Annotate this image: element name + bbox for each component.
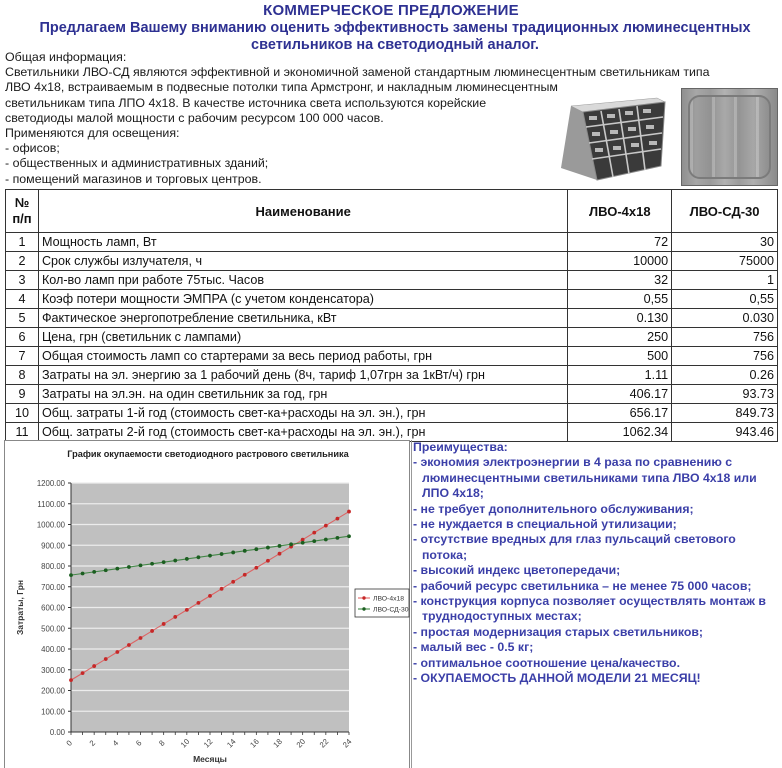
x-tick-label: 10 (178, 736, 192, 750)
data-point (301, 541, 305, 545)
y-tick-label: 100.00 (41, 707, 65, 717)
row-value-lvo-sd-30: 1 (672, 271, 778, 290)
row-number: 7 (6, 347, 39, 366)
row-value-lvo-4x18: 1.11 (568, 366, 672, 385)
data-point (173, 559, 177, 563)
data-point (231, 551, 235, 555)
row-name: Фактическое энергопотребление светильника, кВт (38, 309, 567, 328)
data-point (150, 629, 154, 633)
data-point (197, 601, 201, 605)
row-number: 5 (6, 309, 39, 328)
row-value-lvo-sd-30: 30 (672, 233, 778, 252)
advantage-item: - оптимальное соотношение цена/качество. (413, 655, 680, 670)
legend-label: ЛВО-СД-30 (373, 606, 409, 614)
table-header-row (6, 190, 778, 233)
row-number: 9 (6, 385, 39, 404)
row-name: Общ. затраты 1-й год (стоимость свет-ка+расходы на эл. эн.), грн (38, 404, 567, 423)
y-tick-label: 600.00 (41, 603, 65, 613)
row-name: Затраты на эл. энергию за 1 рабочий день (8ч, тариф 1,07грн за 1кВт/ч) грн (38, 366, 567, 385)
subtitle-line-2: светильников на светодиодный аналог. (251, 37, 539, 53)
data-point (220, 552, 224, 556)
general-info (5, 50, 710, 187)
data-point (208, 554, 212, 558)
table-row (6, 233, 778, 252)
y-tick-label: 200.00 (41, 686, 65, 696)
table-row (6, 271, 778, 290)
y-tick-label: 1000.00 (36, 520, 65, 530)
y-tick-label: 400.00 (41, 645, 65, 654)
row-value-lvo-4x18: 0.130 (568, 309, 672, 328)
data-point (324, 524, 328, 528)
row-value-lvo-4x18: 406.17 (568, 385, 672, 404)
header-lvo-4x18: ЛВО-4х18 (568, 190, 672, 233)
x-tick-label: 24 (340, 736, 354, 750)
advantages-list (413, 440, 782, 687)
data-point (347, 510, 351, 514)
info-line: ЛВО 4х18, встраиваемым в подвесные потолки типа Армстронг, и накладным люминесцентным (5, 80, 558, 95)
data-point (312, 539, 316, 543)
data-point (115, 650, 119, 654)
row-value-lvo-sd-30: 943.46 (672, 423, 778, 442)
row-name: Кол-во ламп при работе 75тыс. Часов (38, 271, 567, 290)
header-lvo-sd-30: ЛВО-СД-30 (672, 190, 778, 233)
advantage-item: - не нуждается в специальной утилизации; (413, 517, 677, 532)
usage-item: - общественных и административных зданий; (5, 156, 269, 171)
data-point (243, 573, 247, 577)
table-row (6, 290, 778, 309)
data-point (127, 565, 131, 569)
data-point (208, 594, 212, 598)
data-point (347, 534, 351, 538)
advantage-item: - рабочий ресурс светильника – не менее 75 000 часов; (413, 578, 752, 593)
row-value-lvo-sd-30: 0,55 (672, 290, 778, 309)
row-name: Общ. затраты 2-й год (стоимость свет-ка+расходы на эл. эн.), грн (38, 423, 567, 442)
data-point (266, 559, 270, 563)
document-title: КОММЕРЧЕСКОЕ ПРЕДЛОЖЕНИЕ (263, 2, 519, 19)
table-row (6, 423, 778, 442)
chart-title: График окупаемости светодиодного растрового светильника (67, 449, 349, 459)
data-point (336, 536, 340, 540)
x-tick-label: 12 (201, 736, 215, 750)
chart-canvas (5, 441, 411, 768)
advantage-item: - малый вес - 0.5 кг; (413, 640, 534, 655)
row-value-lvo-sd-30: 756 (672, 347, 778, 366)
x-tick-label: 22 (317, 736, 331, 750)
row-number: 1 (6, 233, 39, 252)
comparison-table (5, 189, 778, 442)
document-subtitle (20, 20, 770, 54)
x-tick-label: 8 (157, 738, 167, 748)
y-tick-label: 1200.00 (36, 479, 65, 488)
row-number: 11 (6, 423, 39, 442)
data-point (139, 564, 143, 568)
row-value-lvo-4x18: 656.17 (568, 404, 672, 423)
info-heading: Общая информация: (5, 50, 127, 64)
payback-chart (4, 440, 410, 768)
row-value-lvo-4x18: 32 (568, 271, 672, 290)
data-point (231, 580, 235, 584)
row-name: Срок службы излучателя, ч (38, 252, 567, 271)
x-tick-label: 14 (225, 736, 238, 750)
row-value-lvo-4x18: 10000 (568, 252, 672, 271)
data-point (92, 570, 96, 574)
row-value-lvo-4x18: 1062.34 (568, 423, 672, 442)
data-point (104, 568, 108, 572)
row-name: Коэф потери мощности ЭМПРА (с учетом конденсатора) (38, 290, 567, 309)
row-value-lvo-sd-30: 756 (672, 328, 778, 347)
row-value-lvo-4x18: 0,55 (568, 290, 672, 309)
table-row (6, 385, 778, 404)
data-point (185, 608, 189, 612)
raster-luminaire-photo (557, 96, 669, 182)
header-number: № п/п (6, 190, 39, 233)
data-point (278, 552, 282, 556)
usage-item: - помещений магазинов и торговых центров. (5, 171, 262, 186)
row-name: Общая стоимость ламп со стартерами за весь период работы, грн (38, 347, 567, 366)
x-axis-title: Месяцы (193, 754, 227, 764)
row-number: 10 (6, 404, 39, 423)
data-point (289, 542, 293, 546)
legend-marker (362, 607, 365, 610)
x-tick-label: 6 (134, 738, 144, 748)
row-value-lvo-4x18: 250 (568, 328, 672, 347)
row-value-lvo-sd-30: 93.73 (672, 385, 778, 404)
data-point (336, 517, 340, 521)
legend-marker (362, 596, 365, 599)
advantage-item: - экономия электроэнергии в 4 раза по сравнению с люминесцентными светильниками типа ЛВО 4х18 или ЛПО 4х18; (413, 455, 757, 501)
row-name: Цена, грн (светильник с лампами) (38, 328, 567, 347)
advantage-item: - отсутствие вредных для глаз пульсаций светового потока; (413, 532, 736, 562)
data-point (139, 636, 143, 640)
header-name: Наименование (38, 190, 567, 233)
legend-label: ЛВО-4х18 (373, 595, 405, 603)
row-value-lvo-sd-30: 0.26 (672, 366, 778, 385)
info-line: светодиоды малой мощности с рабочим ресурсом 100 000 часов. (5, 110, 384, 125)
advantage-item: - не требует дополнительного обслуживания; (413, 501, 694, 516)
data-point (69, 573, 73, 577)
data-point (127, 643, 131, 647)
row-value-lvo-4x18: 72 (568, 233, 672, 252)
table-row (6, 347, 778, 366)
info-line: Светильники ЛВО-СД являются эффективной и экономичной заменой стандартным люминесцентным светильникам типа (5, 65, 710, 80)
row-number: 4 (6, 290, 39, 309)
row-value-lvo-sd-30: 0.030 (672, 309, 778, 328)
advantage-item: - ОКУПАЕМОСТЬ ДАННОЙ МОДЕЛИ 21 МЕСЯЦ! (413, 671, 701, 686)
table-row (6, 404, 778, 423)
y-tick-label: 800.00 (41, 562, 65, 571)
y-tick-label: 1100.00 (37, 499, 65, 509)
data-point (81, 671, 85, 675)
row-number: 6 (6, 328, 39, 347)
x-tick-label: 18 (271, 736, 284, 750)
y-tick-label: 300.00 (41, 665, 65, 675)
advantage-item: - высокий индекс цветопередачи; (413, 563, 621, 578)
table-row (6, 252, 778, 271)
x-tick-label: 4 (110, 738, 121, 748)
table-row (6, 309, 778, 328)
usage-heading: Применяются для освещения: (5, 126, 180, 141)
y-tick-label: 0.00 (49, 728, 65, 737)
info-line: светильникам типа ЛПО 4х18. В качестве источника света используются корейские (5, 95, 487, 110)
data-point (92, 664, 96, 668)
data-point (115, 567, 119, 571)
y-tick-label: 700.00 (41, 582, 65, 592)
x-tick-label: 0 (64, 738, 74, 748)
data-point (266, 546, 270, 550)
data-point (312, 531, 316, 535)
y-tick-label: 500.00 (41, 624, 65, 634)
data-point (185, 557, 189, 561)
row-value-lvo-sd-30: 75000 (672, 252, 778, 271)
data-point (324, 538, 328, 542)
advantages-title: Преимущества: (413, 440, 508, 454)
data-point (220, 587, 224, 591)
y-axis-title: Затраты, Грн (15, 579, 25, 636)
divider (411, 440, 412, 768)
data-point (243, 549, 247, 553)
data-point (197, 555, 201, 559)
advantage-item: - конструкция корпуса позволяет осуществлять монтаж в труднодоступных местах; (413, 594, 766, 624)
table-row (6, 366, 778, 385)
row-value-lvo-sd-30: 849.73 (672, 404, 778, 423)
usage-item: - офисов; (5, 141, 60, 156)
table-row (6, 328, 778, 347)
row-name: Мощность ламп, Вт (38, 233, 567, 252)
x-tick-label: 16 (248, 736, 261, 750)
row-name: Затраты на эл.эн. на один светильник за год, грн (38, 385, 567, 404)
y-tick-label: 900.00 (41, 541, 65, 551)
data-point (254, 566, 258, 570)
data-point (254, 547, 258, 551)
row-value-lvo-4x18: 500 (568, 347, 672, 366)
data-point (150, 562, 154, 566)
data-point (104, 657, 108, 661)
x-tick-label: 2 (87, 738, 98, 748)
data-point (278, 544, 282, 548)
data-point (81, 572, 85, 576)
subtitle-line-1: Предлагаем Вашему вниманию оценить эффективность замены традиционных люминесцентных (39, 20, 751, 36)
data-point (162, 622, 166, 626)
row-number: 8 (6, 366, 39, 385)
data-point (162, 560, 166, 564)
advantage-item: - простая модернизация старых светильников; (413, 624, 703, 639)
row-number: 3 (6, 271, 39, 290)
led-panel-photo (681, 88, 778, 186)
row-number: 2 (6, 252, 39, 271)
data-point (69, 678, 73, 682)
x-tick-label: 20 (294, 736, 308, 750)
data-point (173, 615, 177, 619)
